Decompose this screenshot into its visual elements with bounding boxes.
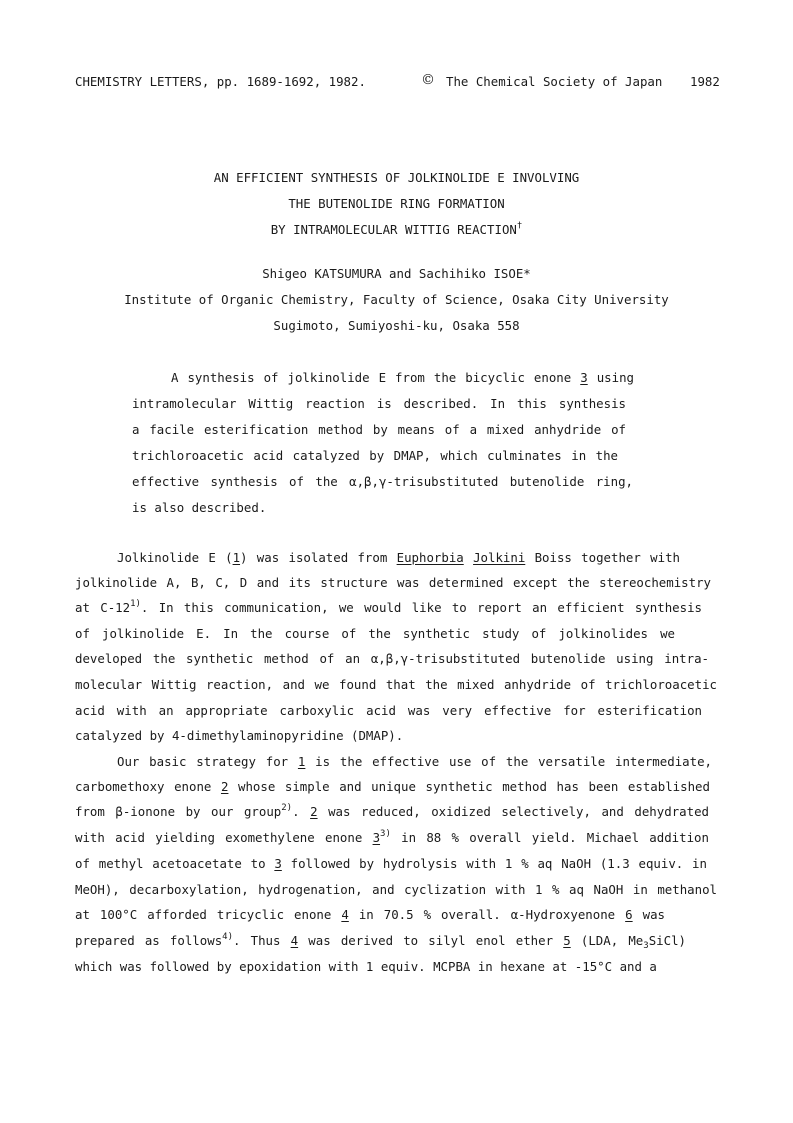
body-text: at C-12 xyxy=(75,600,131,615)
p1-line-7: acid with an appropriate carboxylic acid was very effective for esterification xyxy=(75,703,702,718)
body-text: Boiss together with xyxy=(525,550,680,565)
compound-ref: 6 xyxy=(625,907,633,922)
compound-ref: 3 xyxy=(274,856,282,871)
p1-line-3 xyxy=(75,600,702,615)
p1-line-5: developed the synthetic method of an α,β,γ-trisubstituted butenolide using intra- xyxy=(75,651,709,666)
p1-line-2: jolkinolide A, B, C, D and its structure was determined except the stereochemistry xyxy=(75,575,711,590)
authors: Shigeo KATSUMURA and Sachihiko ISOE* xyxy=(262,266,531,281)
compound-ref: 3 xyxy=(580,370,588,385)
title-line-1: AN EFFICIENT SYNTHESIS OF JOLKINOLIDE E INVOLVING xyxy=(213,170,580,185)
title-line-2: THE BUTENOLIDE RING FORMATION xyxy=(288,196,505,211)
body-text: ) was isolated from xyxy=(240,550,397,565)
abstract-line-2: intramolecular Wittig reaction is described. In this synthesis xyxy=(132,396,626,411)
affiliation-line-2: Sugimoto, Sumiyoshi-ku, Osaka 558 xyxy=(273,318,520,333)
body-text: was reduced, oxidized selectively, and dehydrated xyxy=(317,804,709,819)
compound-ref: 1 xyxy=(232,550,241,565)
body-text: at 100°C afforded tricyclic enone xyxy=(75,907,342,922)
society-name: The Chemical Society of Japan xyxy=(446,74,663,89)
body-text: . xyxy=(292,804,311,819)
abstract-line-5: effective synthesis of the α,β,γ-trisubstituted butenolide ring, xyxy=(132,474,633,489)
p1-line-6: molecular Wittig reaction, and we found that the mixed anhydride of trichloroacetic xyxy=(75,677,717,692)
genus-name: Euphorbia xyxy=(396,550,464,565)
body-text: (LDA, Me xyxy=(570,933,644,948)
title-dagger: † xyxy=(516,221,523,231)
compound-ref: 4 xyxy=(341,907,349,922)
reference-superscript: 3) xyxy=(380,829,391,839)
species-name: Jolkini xyxy=(473,550,526,565)
reference-superscript: 4) xyxy=(222,932,233,942)
p1-line-8: catalyzed by 4-dimethylaminopyridine (DMAP). xyxy=(75,728,404,743)
compound-ref: 2 xyxy=(220,779,229,794)
abstract-line-1 xyxy=(171,370,634,385)
body-text: . In this communication, we would like to report an efficient synthesis xyxy=(140,600,702,615)
abstract-text: A synthesis of jolkinolide E from the bicyclic enone xyxy=(171,370,581,385)
body-text: carbomethoxy enone xyxy=(75,779,221,794)
p2-line-3 xyxy=(75,804,709,819)
p2-line-7 xyxy=(75,907,665,922)
p2-line-1 xyxy=(117,754,712,769)
p1-line-1 xyxy=(117,550,680,565)
abstract-line-3: a facile esterification method by means of a mixed anhydride of xyxy=(132,422,626,437)
p2-line-4 xyxy=(75,830,709,845)
header-year: 1982 xyxy=(690,74,720,89)
body-text: in 70.5 % overall. α-Hydroxyenone xyxy=(348,907,626,922)
body-text: from β-ionone by our group xyxy=(75,804,282,819)
abstract-text: using xyxy=(587,370,635,385)
p2-line-5 xyxy=(75,856,707,871)
p2-line-9: which was followed by epoxidation with 1 equiv. MCPBA in hexane at -15°C and a xyxy=(75,959,657,974)
compound-ref: 5 xyxy=(563,933,571,948)
p1-line-4: of jolkinolide E. In the course of the synthetic study of jolkinolides we xyxy=(75,626,675,641)
p2-line-6: MeOH), decarboxylation, hydrogenation, and cyclization with 1 % aq NaOH in methanol xyxy=(75,882,717,897)
body-text: was derived to silyl enol ether xyxy=(298,933,564,948)
body-text: with acid yielding exomethylene enone xyxy=(75,830,373,845)
chemical-subscript: 3 xyxy=(643,941,649,951)
reference-superscript: 2) xyxy=(281,803,293,813)
body-text: followed by hydrolysis with 1 % aq NaOH (1.3 equiv. in xyxy=(281,856,707,871)
p2-line-2 xyxy=(75,779,710,794)
abstract-line-6: is also described. xyxy=(132,500,267,515)
body-text: SiCl) xyxy=(648,933,686,948)
affiliation-line-1: Institute of Organic Chemistry, Faculty of Science, Osaka City University xyxy=(124,292,669,307)
body-text: is the effective use of the versatile intermediate, xyxy=(305,754,712,769)
body-text: whose simple and unique synthetic method has been established xyxy=(228,779,710,794)
p2-line-8 xyxy=(75,932,686,951)
abstract-line-4: trichloroacetic acid catalyzed by DMAP, which culminates in the xyxy=(132,448,618,463)
copyright-symbol: © xyxy=(421,72,435,88)
compound-ref: 4 xyxy=(290,933,299,948)
compound-ref: 2 xyxy=(310,804,318,819)
title-line-3-text: BY INTRAMOLECULAR WITTIG REACTION xyxy=(270,222,517,237)
body-text: was xyxy=(632,907,666,922)
body-text: Jolkinolide E ( xyxy=(117,550,233,565)
body-text: Our basic strategy for xyxy=(117,754,298,769)
compound-ref: 3 xyxy=(372,830,381,845)
compound-ref: 1 xyxy=(297,754,306,769)
title-line-3 xyxy=(0,222,793,237)
body-text: in 88 % overall yield. Michael addition xyxy=(390,830,709,845)
journal-citation: CHEMISTRY LETTERS, pp. 1689-1692, 1982. xyxy=(75,74,366,89)
body-text: prepared as follows xyxy=(75,933,223,948)
reference-superscript: 1) xyxy=(130,599,141,609)
body-text: . Thus xyxy=(233,933,291,948)
body-text: of methyl acetoacetate to xyxy=(75,856,275,871)
